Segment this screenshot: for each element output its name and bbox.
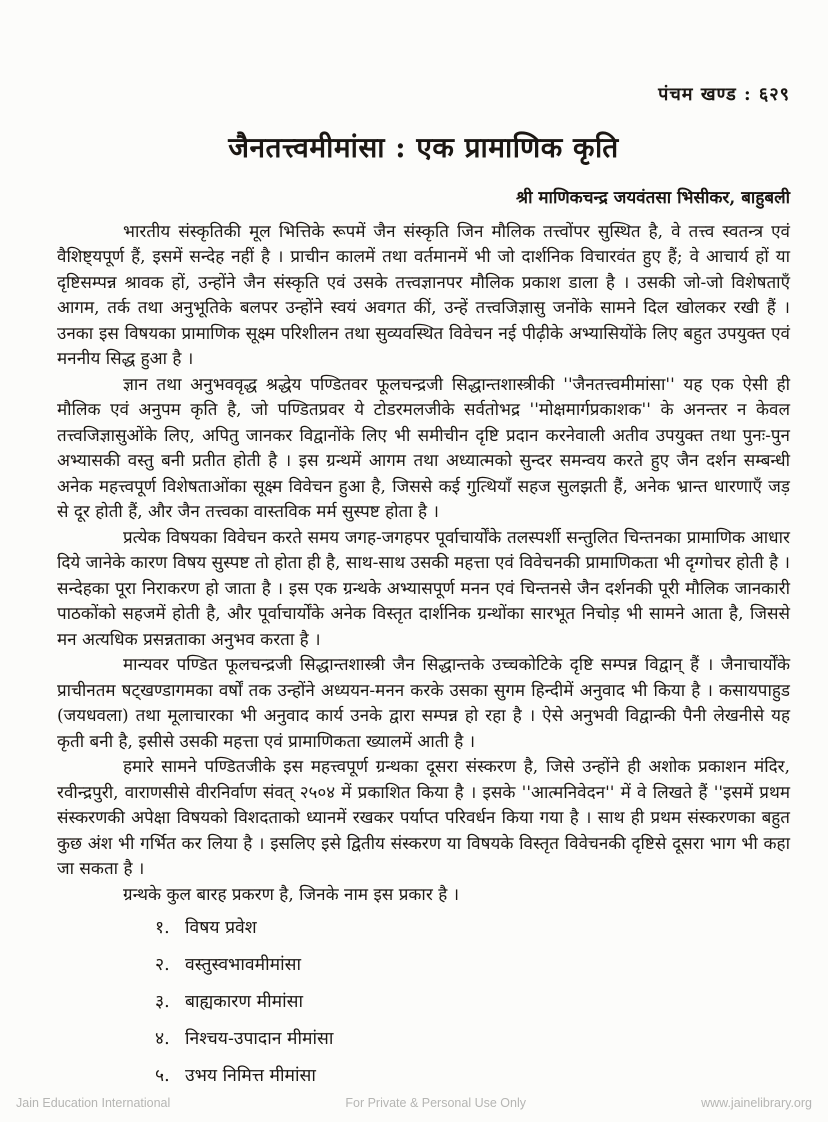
page-title: जैनतत्त्वमीमांसा : एक प्रामाणिक कृति	[228, 131, 619, 164]
list-item	[155, 916, 790, 941]
paragraph-3: प्रत्येक विषयका विवेचन करते समय जगह-जगहपर पूर्वाचार्योंके तलस्पर्शी सन्तुलित चिन्तनका प्रामाणिक आधार दिये जानेके कारण विषय सुस्पष्ट तो होता ही है, साथ-साथ उसकी महत्ता एवं विवेचनकी प्रामाणिकता भी दृग्गोचर होती है । सन्देहका पूरा निराकरण हो जाता है । इस एक ग्रन्थके अभ्यासपूर्ण मनन एवं चिन्तनसे जैन दर्शनकी पूरी मौलिक जानकारी पाठकोंको सहजमें होती है, और पूर्वाचार्योंके अनेक विस्तृत दार्शनिक ग्रन्थोंका सारभूत निचोड़ भी सामने आता है, जिससे मन अत्यधिक प्रसन्नताका अनुभव करता है ।	[57, 527, 790, 650]
chapter-label: उभय निमित्त मीमांसा	[185, 1066, 316, 1087]
chapter-label: विषय प्रवेश	[185, 918, 257, 939]
paragraph-4: मान्यवर पण्डित फूलचन्द्रजी सिद्धान्तशास्त्री जैन सिद्धान्तके उच्चकोटिके दृष्टि सम्पन्न विद्वान् हैं । जैनाचार्योंके प्राचीनतम षट्खण्डागमका वर्षों तक उन्होंने अध्ययन-मनन करके उसका सुगम हिन्दीमें अनुवाद भी किया है । कसायपाहुड (जयधवला) तथा मूलाचारका भी अनुवाद कार्य उनके द्वारा सम्पन्न हो रहा है । ऐसे अनुभवी विद्वान्की पैनी लेखनीसे यह कृती बनी है, इसीसे उसकी महत्ता एवं प्रामाणिकता ख्यालमें आती है ।	[57, 655, 790, 752]
article-body	[57, 220, 790, 1090]
scan-footer	[0, 1096, 828, 1110]
footer-publisher: Jain Education International	[16, 1096, 171, 1110]
chapter-number: १.	[155, 918, 170, 939]
paragraph-1: भारतीय संस्कृतिकी मूल भित्तिके रूपमें जैन संस्कृति जिन मौलिक तत्त्वोंपर सुस्थित है, वे तत्त्व स्वतन्त्र एवं वैशिष्ट्यपूर्ण हैं, इसमें सन्देह नहीं है । प्राचीन कालमें तथा वर्तमानमें भी जो दार्शनिक विचारवंत हुए हैं; वे आचार्य हों या दृष्टिसम्पन्न श्रावक हों, उन्होंने जैन संस्कृति एवं उसके तत्त्वज्ञानपर मौलिक प्रकाश डाला है । उसकी जो-जो विशेषताएँ आगम, तर्क तथा अनुभूतिके बलपर उन्होंने स्वयं अवगत कीं, उन्हें तत्त्वजिज्ञासु जनोंके सामने दिल खोलकर रखी हैं । उनका इस विषयका प्रामाणिक सूक्ष्म परिशीलन तथा सुव्यवस्थित विवेचन नई पीढ़ीके अभ्यासियोंके लिए बहुत उपयुक्त एवं मननीय सिद्ध हुआ है ।	[57, 221, 790, 370]
chapter-number: ३.	[155, 992, 170, 1013]
footer-usage-note: For Private & Personal Use Only	[345, 1096, 526, 1110]
footer-website: www.jainelibrary.org	[701, 1096, 812, 1110]
chapter-number: ४.	[155, 1029, 170, 1050]
paragraph-2: ज्ञान तथा अनुभववृद्ध श्रद्धेय पण्डितवर फूलचन्द्रजी सिद्धान्तशास्त्रीकी ''जैनतत्त्वमीमांसा'' यह एक ऐसी ही मौलिक एवं अनुपम कृति है, जो पण्डितप्रवर ये टोडरमलजीके सर्वतोभद्र ''मोक्षमार्गप्रकाशक'' के अनन्तर न केवल तत्त्वजिज्ञासुओंके लिए, अपितु जानकर विद्वानोंके लिए भी समीचीन दृष्टि प्रदान करनेवाली अतीव उपयुक्त तथा पुनः-पुन अभ्यासकी वस्तु बनी प्रतीत होती है । इस ग्रन्थमें आगम तथा अध्यात्मको सुन्दर समन्वय करते हुए जैन दर्शन सम्बन्धी अनेक महत्त्वपूर्ण विशेषताओंका सूक्ष्म विवेचन हुआ है, जिससे कई गुत्थियाँ सहज सुलझती हैं, अनेक भ्रान्त धारणाएँ जड़ से दूर होती हैं, और जैन तत्त्वका वास्तविक मर्म सुस्पष्ट होता है ।	[57, 374, 790, 523]
chapter-number: ५.	[155, 1066, 170, 1087]
chapter-number: २.	[155, 955, 170, 976]
list-item	[155, 1027, 790, 1052]
chapter-list-intro: ग्रन्थके कुल बारह प्रकरण है, जिनके नाम इस प्रकार है ।	[123, 884, 460, 905]
chapter-label: निश्चय-उपादान मीमांसा	[185, 1029, 334, 1050]
page-header-section-number: पंचम खण्ड : ६२९	[658, 84, 790, 105]
list-item	[155, 990, 790, 1015]
list-item	[155, 1064, 790, 1089]
list-item	[155, 953, 790, 978]
chapter-label: बाह्यकारण मीमांसा	[185, 992, 303, 1013]
author-byline: श्री माणिकचन्द्र जयवंतसा भिसीकर, बाहुबली	[516, 187, 790, 208]
page-content	[57, 0, 790, 1101]
chapter-label: वस्तुस्वभावमीमांसा	[185, 955, 301, 976]
chapter-list	[155, 916, 790, 1089]
paragraph-5: हमारे सामने पण्डितजीके इस महत्त्वपूर्ण ग्रन्थका दूसरा संस्करण है, जिसे उन्होंने ही अशोक प्रकाशन मंदिर, रवीन्द्रपुरी, वाराणसीसे वीरनिर्वाण संवत् २५०४ में प्रकाशित किया है । इसके ''आत्मनिवेदन'' में वे लिखते हैं ''इसमें प्रथम संस्करणकी अपेक्षा विषयको विशदताको ध्यानमें रखकर पर्याप्त परिवर्धन किया गया है । साथ ही प्रथम संस्करणका बहुत कुछ अंश भी गर्भित कर लिया है । इसलिए इसे द्वितीय संस्करण या विषयके विस्तृत विवेचनकी दृष्टिसे दूसरा भाग भी कहा जा सकता है ।	[57, 757, 790, 880]
